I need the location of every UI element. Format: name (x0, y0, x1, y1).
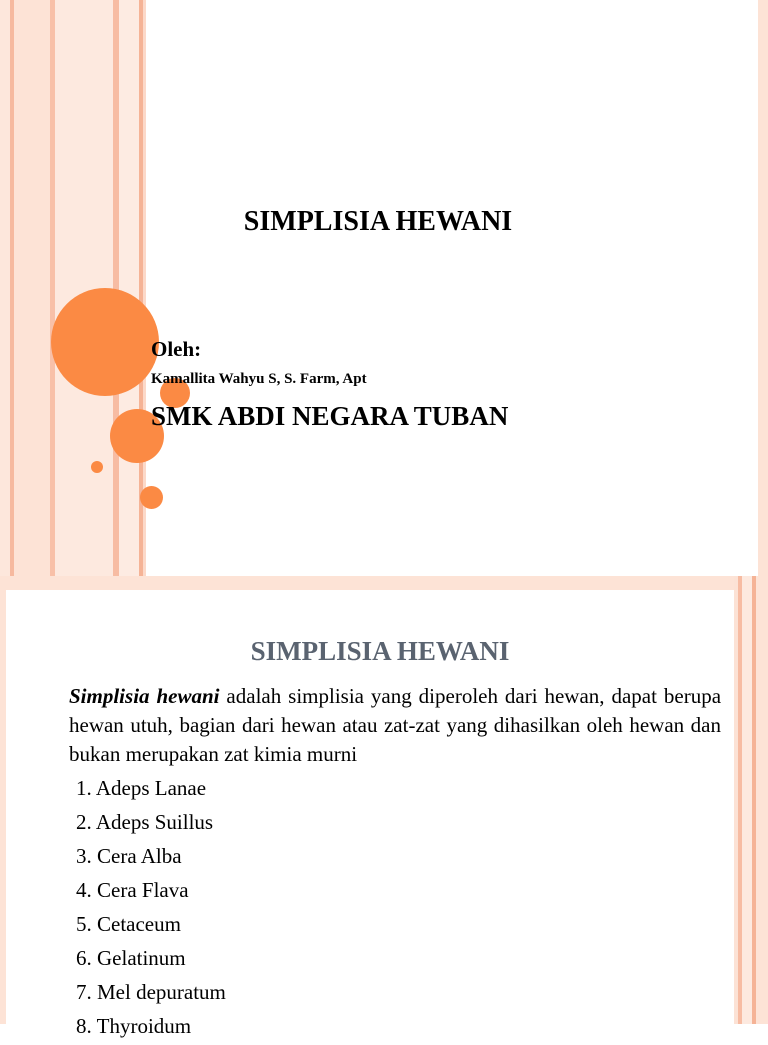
item-list (76, 773, 226, 1045)
list-item: 5. Cetaceum (76, 912, 181, 936)
decorative-circle (51, 288, 159, 396)
slide-title: SIMPLISIA HEWANI (243, 206, 513, 237)
definition-text: adalah simplisia yang diperoleh dari hewan, dapat berupa hewan utuh, bagian dari hewan atau zat-zat yang dihasilkan oleh hewan dan bukan merupakan zat kimia murni (69, 684, 722, 766)
stripe-decoration (0, 0, 10, 576)
list-item: 2. Adeps Suillus (76, 810, 214, 834)
list-item: 1. Adeps Lanae (76, 776, 207, 800)
school-name: SMK ABDI NEGARA TUBAN (151, 401, 509, 431)
list-item: 8. Thyroidum (76, 1014, 192, 1038)
stripe-decoration (758, 0, 768, 576)
definition-paragraph (69, 682, 721, 769)
decorative-circle (140, 486, 163, 509)
stripe-decoration (119, 0, 139, 576)
stripe-decoration (0, 576, 768, 590)
list-item: 6. Gelatinum (76, 946, 186, 970)
decorative-circle (91, 461, 103, 473)
author-name: Kamallita Wahyu S, S. Farm, Apt (151, 371, 367, 387)
slide-title: SIMPLISIA HEWANI (250, 636, 510, 666)
list-item: 3. Cera Alba (76, 844, 182, 868)
by-label: Oleh: (151, 337, 202, 361)
list-item: 4. Cera Flava (76, 878, 189, 902)
list-item: 7. Mel depuratum (76, 980, 226, 1004)
term: Simplisia hewani (69, 684, 220, 708)
content-slide (0, 576, 768, 1038)
stripe-decoration (14, 0, 50, 576)
